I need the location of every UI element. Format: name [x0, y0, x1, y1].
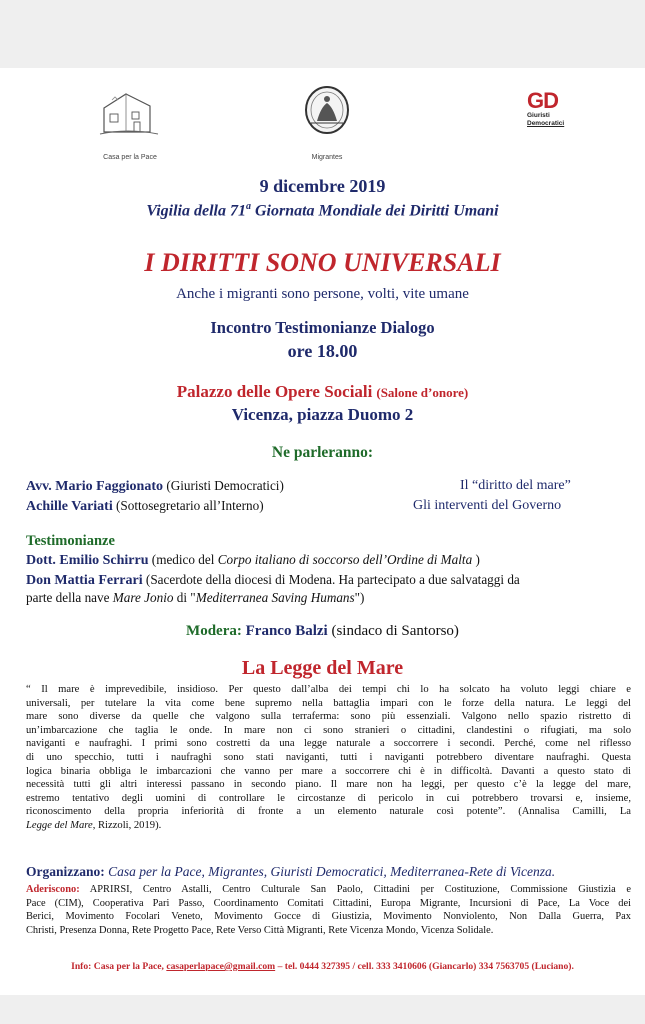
quote-line: logica binaria obbliga le imbarcazioni che vanno per mare a soccorrere chi è in difficoltà. Davanti a questo stato di — [26, 765, 631, 777]
casa-per-la-pace-caption: Casa per la Pace — [103, 154, 157, 161]
testimony-1: Dott. Emilio Schirru (medico del Corpo italiano di soccorso dell’Ordine di Malta ) — [26, 552, 480, 568]
speaker-topic: Il “diritto del mare” — [460, 478, 571, 493]
gd-text-2: Democratici — [527, 120, 565, 127]
main-title: I DIRITTI SONO UNIVERSALI — [144, 248, 501, 277]
giuristi-democratici-logo — [527, 90, 575, 138]
quote-line: mare sono diverse da quelle che valgono sulla terraferma: sono più essenziali. Valgono nello spazio ristretto di — [26, 711, 631, 723]
quote-line: di uno specchio, tutti i naufraghi sono stati naviganti, tutti i naviganti potrebbero diventare naufraghi. Questa — [26, 751, 631, 763]
quote-line: “ Il mare è imprevedibile, insidioso. Per questo dall’alba dei tempi chi lo ha solcato ha voluto leggi chiare e — [26, 684, 631, 695]
flyer-page — [0, 68, 645, 995]
moderator-line: Modera: Franco Balzi (sindaco di Santorso) — [186, 623, 459, 639]
venue-line — [0, 382, 645, 402]
speaker-name: Achille Variati — [26, 499, 113, 514]
quote-line: riconoscimento della propria inferiorità di fronte a un elemento naturale così potente”. (Annalisa Camilli, La — [26, 806, 631, 818]
migrantes-logo — [303, 85, 351, 135]
quote-line: naviganti e naufraghi. I primi sono costretti da una legge naturale a soccorrere i secondi. Perché, come nel riflesso — [26, 738, 631, 750]
quote-line: universali, per tutelare la vita come bene supremo nella battaglia impari con le forze della natura. Le leggi del — [26, 697, 631, 709]
venue-room: (Salone d’onore) — [376, 385, 469, 400]
quote-line: necessità tutti gli altri interessi passano in secondo piano. Il mare non ha leggi, per questo c’è la legge del mare, — [26, 779, 631, 791]
globe-icon — [303, 85, 351, 135]
venue-name: Palazzo delle Opere Sociali — [176, 382, 373, 401]
event-date: 9 dicembre 2019 — [259, 176, 386, 196]
casa-per-la-pace-logo — [98, 90, 162, 136]
vigil-line: Vigilia della 71$^a$ Giornata Mondiale dei Diritti Umani — [146, 201, 499, 220]
subtitle: Anche i migranti sono persone, volti, vite umane — [176, 286, 469, 302]
quote-line: estremo tentativo degli uomini di controllare le circostanze di pericolo in cui potrebbero trovarsi e, insieme, — [26, 792, 631, 804]
venue-address: Vicenza, piazza Duomo 2 — [231, 405, 414, 424]
speaker-role: (Giuristi Democratici) — [166, 478, 284, 493]
email-link[interactable]: casaperlapace@gmail.com — [166, 961, 276, 972]
speaker-name: Avv. Mario Faggionato — [26, 479, 164, 494]
speaker-row — [26, 478, 284, 495]
migrantes-caption: Migrantes — [311, 154, 343, 161]
speaker-row — [26, 498, 264, 515]
house-icon — [98, 90, 162, 136]
testimony-2-cont: parte della nave Mare Jonio di "Mediterranea Saving Humans") — [26, 590, 365, 605]
speakers-heading: Ne parleranno: — [271, 444, 374, 461]
event-line: Incontro Testimonianze Dialogo — [210, 318, 435, 337]
speaker-topic: Gli interventi del Governo — [413, 498, 562, 513]
quote-line: un’imbarcazione che taglia le onde. In mare non ci sono stranieri o cittadini, clandestini o rifugiati, ma solo — [26, 724, 631, 736]
testimonies-heading: Testimonianze — [26, 533, 115, 549]
gd-mark: GD — [527, 88, 558, 113]
info-footer: Info: Casa per la Pace, casaperlapace@gmail.com – tel. 0444 327395 / cell. 333 3410606 (Giancarlo) 334 7563705 (Luciano). — [71, 961, 574, 972]
event-time: ore 18.00 — [287, 341, 358, 361]
testimony-2: Don Mattia Ferrari (Sacerdote della diocesi di Modena. Ha partecipato a due salvataggi da — [26, 572, 520, 588]
quote-paragraph — [26, 683, 631, 833]
speaker-role: (Sottosegretario all’Interno) — [116, 498, 264, 513]
quote-title: La Legge del Mare — [241, 657, 404, 679]
quote-line-last: Legge del Mare, Rizzoli, 2019). — [26, 819, 162, 831]
organizers-line: Organizzano: Casa per la Pace, Migrantes, Giuristi Democratici, Mediterranea-Rete di Vicenza. — [26, 864, 556, 879]
adherents-block: Aderiscono: APRIRSI, Centro Astalli, Centro Culturale San Paolo, Cittadini per Costituzione, Commissione Giustizia e Pace (CIM), Cooperativa Pari Passo, Coordinamento Comitati Cittadini, Europa Migrante, Incursioni di Pace, La Voce dei Berici, Movimento Focolari Veneto, Movimento Gocce di Giustizia, Movimento Nonviolento, Non Dalla Guerra, Pax Christi, Presenza Donna, Rete Progetto Pace, Rete Verso Città Migranti, Rete Vicenza Mondo, Vicenza Solidale. — [26, 884, 631, 936]
gd-text-1: Giuristi — [527, 112, 550, 119]
